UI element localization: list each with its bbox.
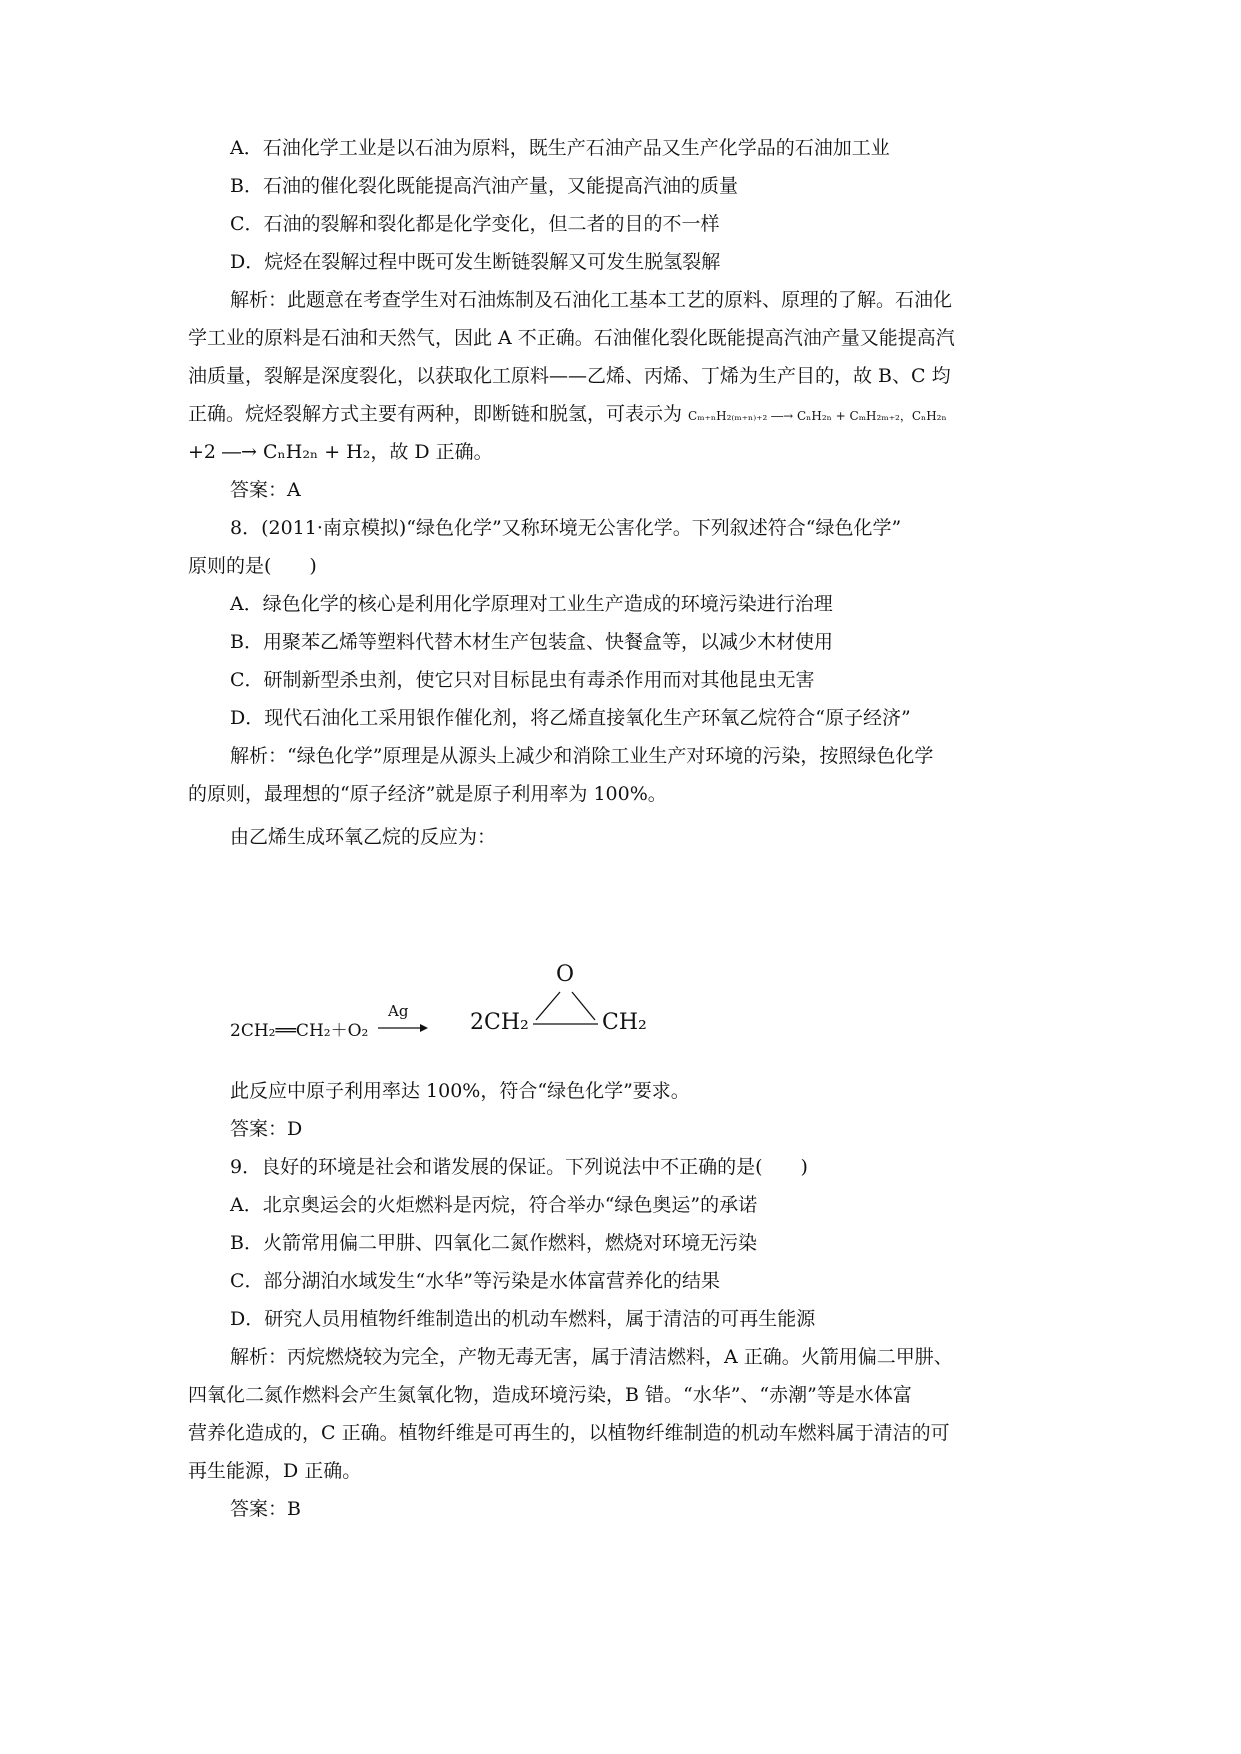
catalyst-label: Ag xyxy=(388,1002,409,1020)
q9-analysis-line-1: 解析：丙烷燃烧较为完全，产物无毒无害，属于清洁燃料，A 正确。火箭用偏二甲肼、 xyxy=(230,1346,953,1368)
ring-bond-co-right xyxy=(572,992,595,1020)
q9-analysis-line-4: 再生能源，D 正确。 xyxy=(188,1460,362,1482)
q7-analysis-line-4-text: 正确。烷烃裂解方式主要有两种，即断链和脱氢，可表示为 xyxy=(188,403,689,425)
q8-conclusion: 此反应中原子利用率达 100%，符合“绿色化学”要求。 xyxy=(230,1080,690,1102)
q8-answer: 答案：D xyxy=(230,1118,303,1140)
q7-analysis-line-1: 解析：此题意在考查学生对石油炼制及石油化工基本工艺的原料、原理的了解。石油化 xyxy=(230,289,953,311)
q8-option-a: A．绿色化学的核心是利用化学原理对工业生产造成的环境污染进行治理 xyxy=(230,593,833,615)
reaction-equation xyxy=(230,950,750,1060)
q7-option-d: D．烷烃在裂解过程中既可发生断链裂解又可发生脱氢裂解 xyxy=(230,251,721,273)
q7-analysis-line-2: 学工业的原料是石油和天然气，因此 A 不正确。石油催化裂化既能提高汽油产量又能提高汽 xyxy=(188,327,955,349)
ring-bond-co-left xyxy=(536,992,560,1020)
q8-analysis-line-1: 解析：“绿色化学”原理是从源头上减少和消除工业生产对环境的污染，按照绿色化学 xyxy=(230,745,934,767)
q9-option-a: A．北京奥运会的火炬燃料是丙烷，符合举办“绿色奥运”的承诺 xyxy=(230,1194,758,1216)
q9-option-b: B．火箭常用偏二甲肼、四氧化二氮作燃料，燃烧对环境无污染 xyxy=(230,1232,757,1254)
product-left-group: 2CH₂ xyxy=(470,1010,529,1035)
q8-option-d: D．现代石油化工采用银作催化剂，将乙烯直接氧化生产环氧乙烷符合“原子经济” xyxy=(230,707,911,729)
q9-stem: 9．良好的环境是社会和谐发展的保证。下列说法中不正确的是( ) xyxy=(230,1156,808,1178)
q8-stem-line-1: 8．(2011·南京模拟)“绿色化学”又称环境无公害化学。下列叙述符合“绿色化学” xyxy=(230,517,902,539)
cracking-equation: Cₘ₊ₙH₂₍ₘ₊ₙ₎₊₂ ―→ CₙH₂ₙ + CₘH₂ₘ₊₂，CₙH₂ₙ xyxy=(688,409,947,423)
reaction-diagram xyxy=(230,950,750,1060)
q7-analysis-line-3: 油质量，裂解是深度裂化，以获取化工原料——乙烯、丙烯、丁烯为生产目的，故 B、C 均 xyxy=(188,365,951,387)
q7-option-c: C．石油的裂解和裂化都是化学变化，但二者的目的不一样 xyxy=(230,213,720,235)
q7-option-a: A．石油化学工业是以石油为原料，既生产石油产品又生产化学品的石油加工业 xyxy=(230,137,890,159)
q9-option-d: D．研究人员用植物纤维制造出的机动车燃料，属于清洁的可再生能源 xyxy=(230,1308,816,1330)
q7-analysis-line-5: +2 ―→ CₙH₂ₙ + H₂，故 D 正确。 xyxy=(188,441,493,463)
q7-option-b: B．石油的催化裂化既能提高汽油产量，又能提高汽油的质量 xyxy=(230,175,738,197)
q9-answer: 答案：B xyxy=(230,1498,301,1520)
reaction-arrow-head xyxy=(420,1024,428,1032)
q8-analysis-line-2: 的原则，最理想的“原子经济”就是原子利用率为 100%。 xyxy=(188,783,667,805)
q9-option-c: C．部分湖泊水域发生“水华”等污染是水体富营养化的结果 xyxy=(230,1270,720,1292)
q7-answer: 答案：A xyxy=(230,479,301,501)
q8-stem-line-2: 原则的是( ) xyxy=(188,555,317,577)
q8-option-c: C．研制新型杀虫剂，使它只对目标昆虫有毒杀作用而对其他昆虫无害 xyxy=(230,669,815,691)
product-right-group: CH₂ xyxy=(602,1010,647,1035)
q8-reaction-intro: 由乙烯生成环氧乙烷的反应为： xyxy=(230,826,497,848)
q9-analysis-line-2: 四氧化二氮作燃料会产生氮氧化物，造成环境污染，B 错。“水华”、“赤潮”等是水体富 xyxy=(188,1384,912,1406)
q8-option-b: B．用聚苯乙烯等塑料代替木材生产包装盒、快餐盒等，以减少木材使用 xyxy=(230,631,833,653)
q9-analysis-line-3: 营养化造成的，C 正确。植物纤维是可再生的，以植物纤维制造的机动车燃料属于清洁的可 xyxy=(188,1422,950,1444)
q7-analysis-line-4 xyxy=(188,400,1068,430)
reactants: 2CH₂══CH₂＋O₂ xyxy=(230,1021,369,1041)
product-oxygen: O xyxy=(556,962,575,987)
